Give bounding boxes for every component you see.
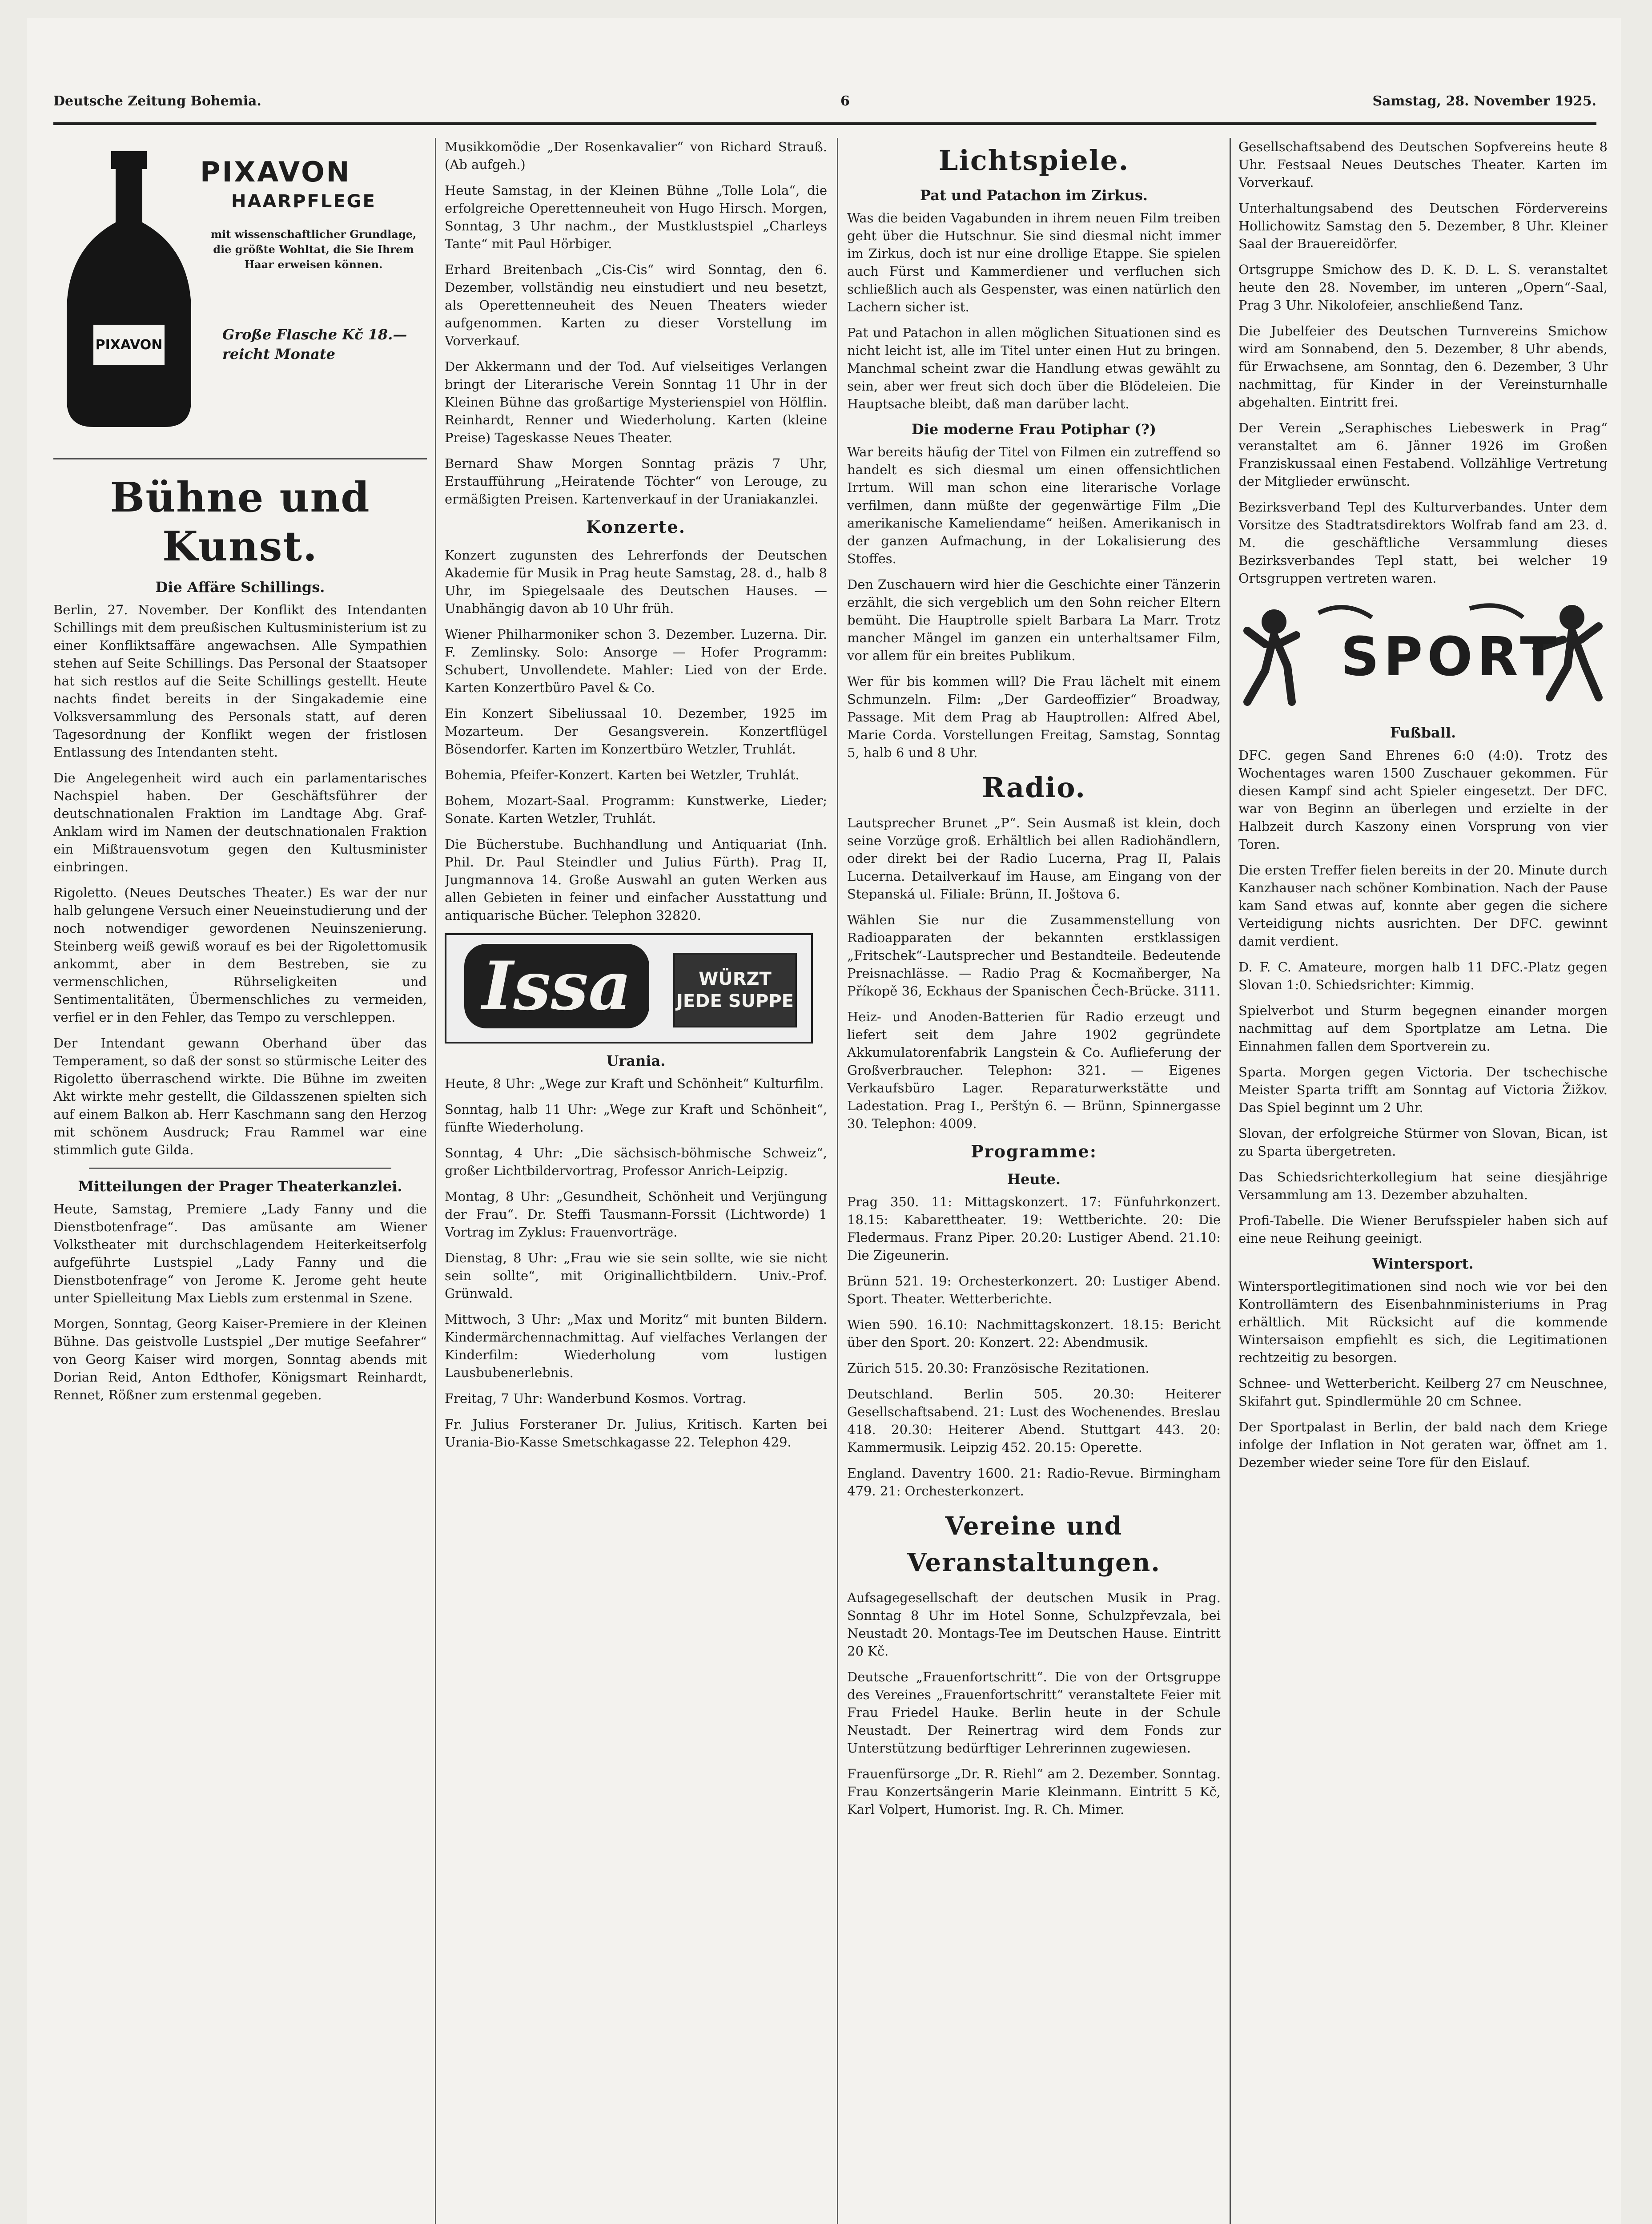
section-title-vereine: Vereine und Veranstaltungen. — [907, 1511, 1161, 1577]
sport-heading: SPORT — [1341, 626, 1561, 688]
sport-report: Spielverbot und Sturm begegnen einander morgen nachmittag auf dem Sportplatze am Letna. Die Einnahmen fallen dem Sportverein zu. — [1238, 1003, 1608, 1054]
urania-notice: Mittwoch, 3 Uhr: „Max und Moritz“ mit bunten Bildern. Kindermärchennachmittag. Auf vielfaches Verlangen der Kinderfilm: Wiederholung vom lustigen Lausbubenerlebnis. — [445, 1312, 827, 1380]
separator — [89, 1168, 391, 1169]
urania-notice: Freitag, 7 Uhr: Wanderbund Kosmos. Vortrag. — [445, 1391, 747, 1406]
sport-report: Das Schiedsrichterkollegium hat seine diesjährige Versammlung am 13. Dezember abzuhalten. — [1238, 1169, 1608, 1202]
column-divider — [1230, 138, 1231, 2224]
bottle-label: PIXAVON — [95, 337, 163, 353]
section-title-fussball: Fußball. — [1390, 724, 1456, 741]
event-notice: Unterhaltungsabend des Deutschen Fördervereins Hollichowitz Samstag den 5. Dezember, 8 Uhr. Kleiner Saal der Brauereidörfer. — [1238, 201, 1608, 251]
article-paragraph: Berlin, 27. November. Der Konflikt des Intendanten Schillings mit dem preußischen Kultusministerium ist zu einer Konfliktsaffäre angewachsen. Alle Sympathien stehen auf Seite Schillings. Das Personal der Staatsoper hat sich restlos auf die Seite Schillings gestellt. Heute nachts findet bereits in der Singakademie eine Volksversammlung des Personals statt, auf deren Tagesordnung der Konflikt wegen der fristlosen Entlassung des Intendanten steht. — [53, 602, 427, 760]
urania-notice: Heute, 8 Uhr: „Wege zur Kraft und Schönheit“ Kulturfilm. — [445, 1076, 824, 1091]
article-paragraph: Rigoletto. (Neues Deutsches Theater.) Es war der nur halb gelungene Versuch einer Neueinstudierung und der noch notwendiger gewordenen Neuinszenierung. Steinberg weiß gewiß worauf es bei der Rigolettomusik ankommt, aber in dem Bestreben, sie zu vermenschlichen, Rührseligkeiten und Sentimentalitäten, Übermenschliches zu vermeiden, verfiel er in den Fehler, das Tempo zu verschleppen. — [53, 885, 427, 1025]
article-paragraph: Der Intendant gewann Oberhand über das Temperament, so daß der sonst so stürmische Leiter des Rigoletto überraschend wirkte. Die Bühne im zweiten Akt wirkte mehr gestellt, die Gildasszenen spielten sich auf einem Balkon ab. Herr Kaschmann sang den Herzog mit schönem Ausdruck; Frau Rammel war eine stimmlich gute Gilda. — [53, 1035, 427, 1157]
section-title-konzerte: Konzerte. — [586, 517, 686, 537]
section-title-programme: Programme: — [971, 1141, 1097, 1161]
pixavon-brand: PIXAVON — [200, 156, 351, 188]
article-paragraph: Der Akkermann und der Tod. Auf vielseitiges Verlangen bringt der Literarische Verein Sonntag 11 Uhr in der Kleinen Bühne das großartige Mysterienspiel von Hölflin. Reinhardt, Renner und Wiederholung. Karten (kleine Preise) Tageskasse Neues Theater. — [445, 359, 827, 445]
event-notice: Die Jubelfeier des Deutschen Turnvereins Smichow wird am Sonnabend, den 5. Dezember, 8 Uhr abends, für Erwachsene, am Sonntag, den 6. Dezember, 3 Uhr nachmittag, für Kinder in der Vereinsturnhalle abgehalten. Eintritt frei. — [1238, 323, 1608, 410]
sport-report: Slovan, der erfolgreiche Stürmer von Slovan, Bican, ist zu Sparta übergetreten. — [1238, 1126, 1608, 1159]
concert-notice: Bohemia, Pfeifer-Konzert. Karten bei Wetzler, Truhlát. — [445, 767, 800, 782]
newspaper-page — [27, 18, 1621, 2224]
concert-notice: Bohem, Mozart-Saal. Programm: Kunstwerke, Lieder; Sonate. Karten Wetzler, Truhlát. — [445, 793, 827, 826]
article-title: Die Affäre Schillings. — [155, 579, 325, 596]
article-paragraph: Wer für bis kommen will? Die Frau lächelt mit einem Schmunzeln. Film: „Der Gardeoffizier“ Broadway, Passage. Mit dem Prag ab Hauptrollen: Alfred Abel, Marie Corda. Vorstellungen Freitag, Samstag, Sonntag 5, halb 6 und 8 Uhr. — [847, 674, 1221, 760]
sport-report: Sparta. Morgen gegen Victoria. Der tschechische Meister Sparta trifft am Sonntag auf Victoria Žižkov. Das Spiel beginnt um 2 Uhr. — [1238, 1064, 1608, 1115]
article-paragraph: Pat und Patachon in allen möglichen Situationen sind es nicht leicht ist, alle im Titel unter einen Hut zu bringen. Manchmal scheint zwar die Handlung etwas gewählt zu sein, aber wer freut sich doch über die Blödeleien. Die Hauptsache bleibt, daß man darüber lacht. — [847, 325, 1221, 411]
issa-slogan: WÜRZT JEDE SUPPE — [673, 953, 797, 1027]
newspaper-name: Deutsche Zeitung Bohemia. — [53, 93, 261, 109]
column-2 — [445, 138, 827, 2224]
article-title: Die moderne Frau Potiphar (?) — [911, 421, 1156, 438]
issue-date: Samstag, 28. November 1925. — [1372, 93, 1596, 109]
radio-notice: Lautsprecher Brunet „P“. Sein Ausmaß ist klein, doch seine Vorzüge groß. Erhältlich bei allen Radiohändlern, oder direkt bei der Radio Lucerna, Prag II, Palais Lucerna. Detailverkauf im Hause, am Eingang von der Stepanská ul. Filiale: Brünn, II. Joštova 6. — [847, 815, 1221, 902]
programme-listing: Brünn 521. 19: Orchesterkonzert. 20: Lustiger Abend. Sport. Theater. Wetterberichte. — [847, 1273, 1221, 1306]
section-title-urania: Urania. — [606, 1052, 666, 1069]
event-notice: Aufsagegesellschaft der deutschen Musik in Prag. Sonntag 8 Uhr im Hotel Sonne, Schulzpřevzala, bei Neustadt 20. Montags-Tee im Deutschen Hause. Eintritt 20 Kč. — [847, 1590, 1221, 1659]
programme-listing: Deutschland. Berlin 505. 20.30: Heiterer Gesellschaftsabend. 21: Lust des Wochenendes. Breslau 418. 20.30: Heiterer Abend. Stuttgart 443. 20: Kammermusik. Leipzig 452. 20.15: Operette. — [847, 1386, 1221, 1455]
article-paragraph: Bernard Shaw Morgen Sonntag präzis 7 Uhr, Erstaufführung „Heiratende Töchter“ von Lerouge, zu ermäßigten Preisen. Kartenverkauf in der Uraniakanzlei. — [445, 456, 827, 507]
article-paragraph: Erhard Breitenbach „Cis-Cis“ wird Sonntag, den 6. Dezember, vollständig neu einstudiert und neu besetzt, als Operettenneuheit des Neuen Theaters wieder aufgenommen. Karten zu dieser Vorstellung im Vorverkauf. — [445, 262, 827, 348]
event-notice: Bezirksverband Tepl des Kulturverbandes. Unter dem Vorsitze des Stadtratsdirektors Wolfrab fand am 23. d. M. die geschäftliche Versammlung dieses Bezirksverbandes Tepl statt, bei welcher 19 Ortsgruppen vertreten waren. — [1238, 500, 1608, 586]
sport-report: Wintersportlegitimationen sind noch wie vor bei den Kontrollämtern des Eisenbahnministeriums in Prag erhältlich. Mit Rücksicht auf die kommende Wintersaison empfiehlt es sich, die Legitimationen rechtzeitig zu besorgen. — [1238, 1279, 1608, 1365]
column-divider — [435, 138, 436, 2224]
programme-listing: England. Daventry 1600. 21: Radio-Revue. Birmingham 479. 21: Orchesterkonzert. — [847, 1466, 1221, 1499]
urania-notice: Sonntag, halb 11 Uhr: „Wege zur Kraft und Schönheit“, fünfte Wiederholung. — [445, 1102, 827, 1135]
event-notice: Frauenfürsorge „Dr. R. Riehl“ am 2. Dezember. Sonntag. Frau Konzertsängerin Marie Kleinmann. Eintritt 5 Kč, Karl Volpert, Humorist. Ing. R. Ch. Mimer. — [847, 1766, 1221, 1817]
bottle-illustration — [67, 147, 191, 431]
issa-brand: Issa — [464, 944, 649, 1028]
section-title-lichtspiele: Lichtspiele. — [938, 144, 1129, 177]
pixavon-copy: mit wissenschaftlicher Grundlage, die größte Wohltat, die Sie Ihrem Haar erweisen können. — [210, 228, 417, 271]
sport-report: DFC. gegen Sand Ehrenes 6:0 (4:0). Trotz des Wochentages waren 1500 Zuschauer gekommen. Für diesen Kampf sind acht Spieler eingesetzt. Der DFC. war von Beginn an überlegen und erzielte in der Halbzeit durch Kaszony einen Vorsprung von vier Toren. — [1238, 748, 1608, 852]
concert-notice: Die Bücherstube. Buchhandlung und Antiquariat (Inh. Phil. Dr. Paul Steindler und Julius Fürth). Prag II, Jungmannova 14. Große Auswahl an guten Werken aus allen Gebieten in feiner und einfacher Ausstattung und antiquarische Bücher. Telephon 32820. — [445, 837, 827, 923]
article-paragraph: Was die beiden Vagabunden in ihrem neuen Film treiben geht über die Hutschnur. Sie sind diesmal nicht immer im Zirkus, doch ist nur eine drollige Etappe. Sie spielen auch Fürst und Kammerdiener und verfluchen sich schließlich auch als Gespenster, was einen natürlich den Lachern sicher ist. — [847, 210, 1221, 314]
urania-notice: Fr. Julius Forsteraner Dr. Julius, Kritisch. Karten bei Urania-Bio-Kasse Smetschkagasse 22. Telephon 429. — [445, 1417, 827, 1450]
concert-notice: Konzert zugunsten des Lehrerfonds der Deutschen Akademie für Musik in Prag heute Samstag, 28. d., halb 8 Uhr, im Spiegelsaale des Deutschen Hauses. — Unabhängig davon ab 10 Uhr früh. — [445, 548, 827, 616]
urania-notice: Sonntag, 4 Uhr: „Die sächsisch-böhmische Schweiz“, großer Lichtbildervortrag, Professor Anrich-Leipzig. — [445, 1145, 827, 1178]
column-divider — [837, 138, 838, 2224]
radio-notice: Heiz- und Anoden-Batterien für Radio erzeugt und liefert seit dem Jahre 1902 gegründete Akkumulatorenfabrik Langstein & Co. Auflieferung der Großverbraucher. Telephon: 321. — Eigenes Verkaufsbüro Lager. Reparaturwerkstätte und Ladestation. Prag I., Perštýn 6. — Brünn, Spinnergasse 30. Telephon: 4009. — [847, 1009, 1221, 1131]
event-notice: Deutsche „Frauenfortschritt“. Die von der Ortsgruppe des Vereines „Frauenfortschritt“ veranstaltete Feier mit Frau Friedel Hauke. Berlin heute in der Schule Neustadt. Der Reinertrag wird dem Fonds zur Unterstützung bedürftiger Lehrerinnen zugewiesen. — [847, 1669, 1221, 1756]
concert-notice: Wiener Philharmoniker schon 3. Dezember. Luzerna. Dir. F. Zemlinsky. Solo: Ansorge — Hofer Programm: Schubert, Unvollendete. Mahler: Lied von der Erde. Karten Konzertbüro Pavel & Co. — [445, 627, 827, 695]
page-number: 6 — [840, 93, 850, 109]
programme-subtitle: Heute. — [1007, 1171, 1061, 1188]
section-title-radio: Radio. — [982, 771, 1086, 804]
pixavon-advertisement — [53, 138, 427, 459]
column-4 — [1238, 138, 1608, 2224]
sport-report: Schnee- und Wetterbericht. Keilberg 27 cm Neuschnee, Skifahrt gut. Spindlermühle 20 cm Schnee. — [1238, 1376, 1608, 1409]
concert-notice: Ein Konzert Sibeliussaal 10. Dezember, 1925 im Mozarteum. Der Gesangsverein. Konzertflügel Bösendorfer. Karten im Konzertbüro Wetzler, Truhlát. — [445, 706, 827, 757]
radio-notice: Wählen Sie nur die Zusammenstellung von Radioapparaten der bekannten erstklassigen „Fritschek“-Lautsprecher und Bestandteile. Bedeutende Preisnachlässe. — Radio Prag & Kocmaňberger, Na Příkopě 36, Eckhaus der Spanischen Čech-Brücke. 3111. — [847, 912, 1221, 999]
programme-listing: Zürich 515. 20.30: Französische Rezitationen. — [847, 1361, 1150, 1376]
article-paragraph: Die Angelegenheit wird auch ein parlamentarisches Nachspiel haben. Der Geschäftsführer der deutschnationalen Fraktion im Landtage Abg. Graf-Anklam wird im Namen der deutschnationalen Fraktion ein Mißtrauensvotum gegen den Kultusminister einbringen. — [53, 770, 427, 874]
event-notice: Gesellschaftsabend des Deutschen Sopfvereins heute 8 Uhr. Festsaal Neues Deutsches Theater. Karten im Vorverkauf. — [1238, 139, 1608, 190]
programme-listing: Wien 590. 16.10: Nachmittagskonzert. 18.15: Bericht über den Sport. 20: Konzert. 22: Abendmusik. — [847, 1317, 1221, 1350]
article-paragraph: Den Zuschauern wird hier die Geschichte einer Tänzerin erzählt, die sich vergeblich um den Sohn reicher Eltern bemüht. Die Hauptrolle spielt Barbara La Marr. Trotz mancher Mängel im ganzen ein unterhaltsamer Film, vor allem für ein breites Publikum. — [847, 577, 1221, 663]
section-title-wintersport: Wintersport. — [1372, 1255, 1474, 1272]
header-rule — [53, 122, 1596, 125]
page-header — [53, 93, 1596, 120]
article-title: Pat und Patachon im Zirkus. — [920, 187, 1148, 204]
article-paragraph: Morgen, Sonntag, Georg Kaiser-Premiere in der Kleinen Bühne. Das geistvolle Lustspiel „Der mutige Seefahrer“ von Georg Kaiser wird morgen, Sonntag abends mit Dorian Reid, Anton Edthofer, Königsmart Reinhardt, Rennet, Rößner zum erstenmal gegeben. — [53, 1316, 427, 1402]
programme-listing: Prag 350. 11: Mittagskonzert. 17: Fünfuhrkonzert. 18.15: Kabarettheater. 19: Wettberichte. 20: Die Fledermaus. Franz Piper. 20.20: Lustiger Abend. 21.10: Die Zigeunerin. — [847, 1194, 1221, 1263]
urania-notice: Montag, 8 Uhr: „Gesundheit, Schönheit und Verjüngung der Frau“. Dr. Steffi Tausmann-Forssit (Lichtworde) 1 Vortrag im Zyklus: Frauenvorträge. — [445, 1189, 827, 1240]
sport-banner — [1238, 595, 1608, 715]
column-1 — [53, 138, 427, 2224]
article-paragraph: Heute, Samstag, Premiere „Lady Fanny und die Dienstbotenfrage“. Das amüsante am Wiener Volkstheater mit durchschlagendem Heiterkeitserfolg aufgeführte Lustspiel „Lady Fanny und die Dienstbotenfrage“ von Jerome K. Jerome geht heute unter Spielleitung Max Liebls zum erstenmal in Szene. — [53, 1201, 427, 1305]
article-paragraph: Musikkomödie „Der Rosenkavalier“ von Richard Strauß. (Ab aufgeh.) — [445, 139, 827, 172]
sport-report: Die ersten Treffer fielen bereits in der 20. Minute durch Kanzhauser nach schöner Kombination. Nach der Pause kam Sand etwas auf, konnte aber gegen die sichere Verteidigung nichts ausrichten. Der DFC. gewinnt damit verdient. — [1238, 862, 1608, 949]
urania-notice: Dienstag, 8 Uhr: „Frau wie sie sein sollte, wie sie nicht sein sollte“, mit Originallichtbildern. Univ.-Prof. Grünwald. — [445, 1250, 827, 1301]
article-paragraph: Heute Samstag, in der Kleinen Bühne „Tolle Lola“, die erfolgreiche Operettenneuheit von Hugo Hirsch. Morgen, Sonntag, 3 Uhr nachm., der Mustklustspiel „Charleys Tante“ mit Paul Hörbiger. — [445, 183, 827, 251]
column-3 — [847, 138, 1221, 2224]
sport-report: D. F. C. Amateure, morgen halb 11 DFC.-Platz gegen Slovan 1:0. Schiedsrichter: Kimmig. — [1238, 959, 1608, 992]
sport-report: Der Sportpalast in Berlin, der bald nach dem Kriege infolge der Inflation in Not geraten war, öffnet am 1. Dezember wieder seine Tore für den Eislauf. — [1238, 1419, 1608, 1470]
pixavon-size-note: Große Flasche Kč 18.— reicht Monate — [222, 326, 407, 363]
article-paragraph: War bereits häufig der Titel von Filmen ein zutreffend so handelt es sich diesmal um einen offensichtlichen Irrtum. Will man schon eine literarische Vorlage verfilmen, dann müßte der gegenwärtige Film „Die amerikanische Kameliendame“ heißen. Amerikanisch in der ganzen Aufmachung, in der Lokalisierung des Stoffes. — [847, 444, 1221, 566]
article-title: Mitteilungen der Prager Theaterkanzlei. — [78, 1178, 402, 1195]
section-title-buehne: Bühne und Kunst. — [110, 473, 370, 570]
sport-report: Profi-Tabelle. Die Wiener Berufsspieler haben sich auf eine neue Reihung geeinigt. — [1238, 1213, 1608, 1246]
event-notice: Der Verein „Seraphisches Liebeswerk in Prag“ veranstaltet am 6. Jänner 1926 im Großen Franziskussaal einen Festabend. Vollzählige Vertretung der Mitglieder erwünscht. — [1238, 420, 1608, 489]
pixavon-subtitle: HAARPFLEGE — [231, 191, 376, 212]
issa-advertisement — [445, 933, 813, 1044]
event-notice: Ortsgruppe Smichow des D. K. D. L. S. veranstaltet heute den 28. November, im unteren „Opern“-Saal, Prag 3 Uhr. Nikolofeier, anschließend Tanz. — [1238, 262, 1608, 313]
